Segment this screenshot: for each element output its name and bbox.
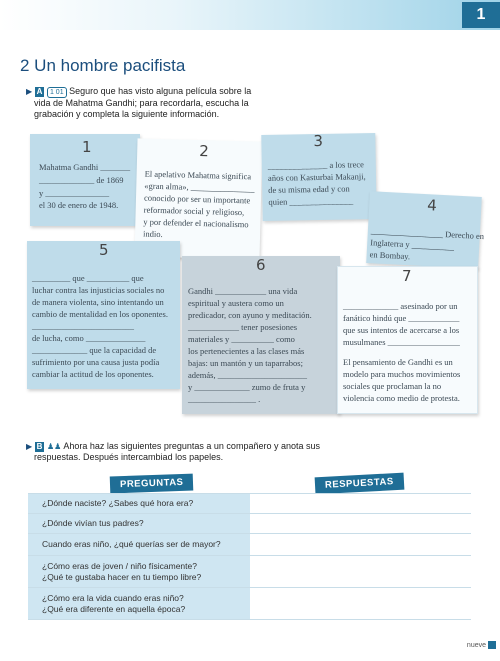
card-line: de manera violenta, sino intentando un — [32, 297, 164, 307]
info-card-7 — [337, 266, 478, 414]
exercise-b-line: Ahora haz las siguientes preguntas a un compañero y anota sus — [63, 441, 320, 451]
card-line: en Bombay. — [369, 249, 411, 262]
table-row — [28, 494, 471, 514]
card-number: 6 — [256, 256, 266, 274]
answer-cell[interactable] — [250, 534, 471, 555]
exercise-a-line: vida de Mahatma Gandhi; para recordarla, escucha la — [34, 98, 249, 108]
card-line: y por defender el nacionalismo — [143, 216, 249, 230]
card-number: 4 — [426, 196, 438, 215]
card-line: y _____________ zumo de fruta y — [188, 382, 306, 392]
answer-cell[interactable] — [250, 556, 471, 587]
question-cell — [28, 556, 250, 587]
card-line: además, _____________________ — [188, 370, 307, 380]
exercise-a-line: Seguro que has visto alguna película sobre la — [69, 86, 252, 96]
card-number: 2 — [199, 142, 210, 161]
card-line: _____________ que la capacidad de — [32, 345, 157, 355]
card-line: materiales y __________ como — [188, 334, 295, 344]
card-number: 3 — [313, 131, 324, 151]
card-line: predicador, con ayuno y meditación. — [188, 310, 312, 320]
pair-work-icon: ♟♟ — [46, 442, 62, 451]
card-line: espiritual y austera como un — [188, 298, 284, 308]
answer-cell[interactable] — [250, 494, 471, 513]
question-cell — [28, 588, 250, 619]
card-line: violencia como medio de protesta. — [343, 393, 460, 403]
question-cell — [28, 494, 250, 513]
info-card-4 — [366, 191, 485, 269]
card-line: de lucha, como ______________ — [32, 333, 146, 343]
question-cell — [28, 514, 250, 533]
card-line: El pensamiento de Gandhi es un — [343, 357, 453, 367]
card-line: indio. — [142, 228, 163, 240]
page-label: nueve — [466, 641, 486, 649]
arrow-icon: ▶ — [26, 87, 33, 96]
info-card-5 — [27, 241, 180, 389]
info-card-3 — [261, 133, 376, 221]
page-footer — [467, 641, 496, 649]
arrow-icon: ▶ — [26, 442, 33, 451]
exercise-b-badge: B — [36, 442, 43, 451]
card-line: cambiar la actitud de los oponentes. — [32, 369, 154, 379]
card-line: el 30 de enero de 1948. — [39, 200, 119, 210]
answer-cell[interactable] — [250, 588, 471, 619]
info-card-6 — [182, 256, 340, 414]
questions-table — [28, 493, 471, 629]
table-row — [28, 534, 471, 556]
question-text: ¿Qué te gustaba hacer en tu tiempo libre? — [42, 571, 202, 582]
exercise-a-badge: A — [36, 87, 43, 96]
table-row — [28, 556, 471, 588]
card-line: _____________ de 1869 — [39, 175, 124, 185]
card-line: «gran alma», _______________ — [144, 180, 255, 194]
card-line: _________ que __________ que — [32, 273, 144, 283]
card-line: El apelativo Mahatma significa — [144, 168, 252, 182]
card-line: _____________ asesinado por un — [343, 301, 458, 311]
card-line: ________________ . — [188, 394, 261, 404]
card-line: los pertenecientes a las clases más — [188, 346, 305, 356]
table-row — [28, 514, 471, 534]
question-text: ¿Cómo era la vida cuando eras niño? — [42, 592, 184, 603]
card-line: conocido por ser un importante — [143, 192, 251, 206]
audio-track-icon[interactable]: 1 01 — [47, 87, 67, 98]
card-line: años con Kasturbai Makanji, — [267, 171, 366, 183]
card-line: modelo para muchos movimientos — [343, 369, 461, 379]
info-card-1 — [30, 134, 140, 226]
card-line: sociales que proclaman la no — [343, 381, 442, 391]
card-line: de su misma edad y con — [268, 183, 350, 195]
question-text: ¿Qué era diferente en aquella época? — [42, 603, 186, 614]
card-number: 7 — [402, 267, 412, 285]
card-line: reformador social y religioso, — [143, 204, 245, 218]
question-text: ¿Dónde vivían tus padres? — [42, 518, 144, 528]
question-text: ¿Dónde naciste? ¿Sabes qué hora era? — [42, 498, 194, 508]
card-line: sufrimiento por una causa justa podía — [32, 357, 160, 367]
card-line: Gandhi ____________ una vida — [188, 286, 298, 296]
page-marker-icon — [488, 641, 496, 649]
table-row — [28, 588, 471, 620]
card-line: que sus intentos de acercarse a los — [343, 325, 460, 335]
card-line: bajas: un mantón y un taparrabos; — [188, 358, 303, 368]
card-line: ________________________ — [32, 321, 134, 331]
question-text: Cuando eras niño, ¿qué querías ser de mayor? — [42, 539, 221, 549]
exercise-b-instructions — [26, 441, 320, 463]
card-line: ______________ a los trece — [267, 159, 364, 171]
card-number: 1 — [82, 138, 92, 156]
card-line: _________________ Derecho en — [370, 225, 485, 242]
card-line: Inglaterra y __________ — [370, 237, 455, 252]
card-line: ____________ tener posesiones — [188, 322, 298, 332]
top-band — [0, 0, 500, 30]
question-cell — [28, 534, 250, 555]
card-line: Mahatma Gandhi _______ — [39, 162, 131, 172]
unit-number-tab: 1 — [462, 2, 500, 28]
question-text: ¿Cómo eras de joven / niño físicamente? — [42, 560, 197, 571]
preguntas-header: PREGUNTAS — [110, 474, 194, 494]
respuestas-header: RESPUESTAS — [315, 473, 404, 495]
section-title: 2 Un hombre pacifista — [20, 56, 186, 75]
exercise-a-instructions — [26, 86, 251, 120]
card-line: quien _______________ — [268, 195, 354, 207]
exercise-b-line: respuestas. Después intercambiad los papeles. — [34, 452, 224, 462]
card-line: y _______________ — [39, 188, 110, 198]
card-line: cambio de mentalidad en los oponentes. — [32, 309, 168, 319]
card-line: luchar contra las injusticias sociales no — [32, 285, 165, 295]
card-line: fanático hindú que ____________ — [343, 313, 460, 323]
card-number: 5 — [99, 241, 109, 259]
exercise-a-line: grabación y completa la siguiente información. — [34, 109, 220, 119]
card-line: musulmanes _________________ — [343, 337, 460, 347]
answer-cell[interactable] — [250, 514, 471, 533]
